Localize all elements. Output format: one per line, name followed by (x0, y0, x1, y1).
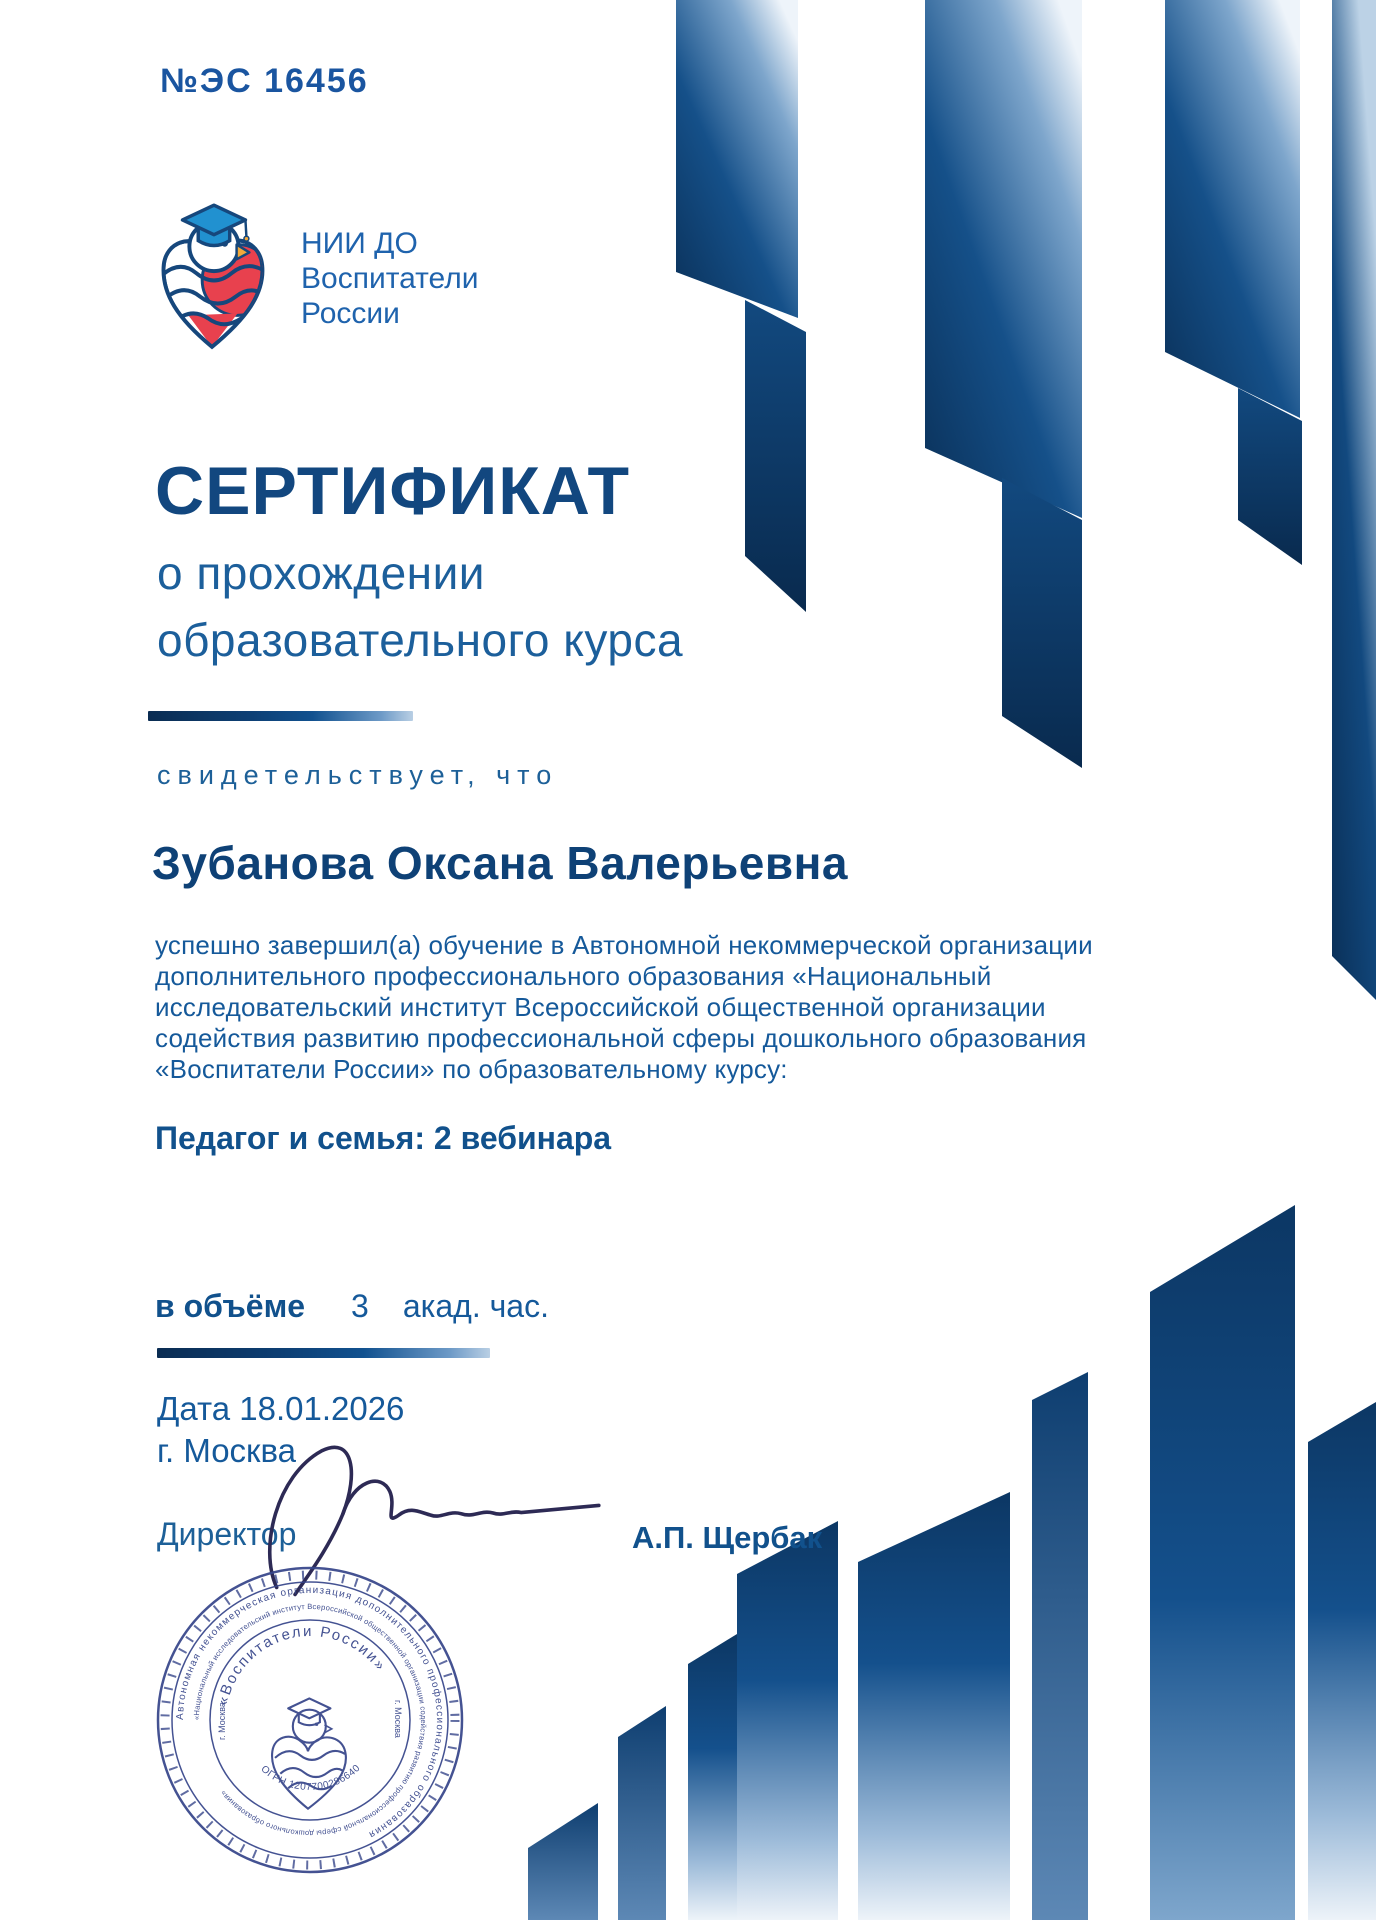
volume-units: акад. час. (402, 1288, 549, 1324)
volume-label: в объёме (155, 1288, 306, 1324)
divider-top (148, 711, 413, 721)
body-line: содействия развитию профессиональной сферы дошкольного образования (155, 1023, 1087, 1053)
bird-logo-icon (153, 198, 271, 358)
org-name (301, 226, 478, 331)
volume-hours: 3 (351, 1288, 369, 1324)
body-line: дополнительного профессионального образования «Национальный (155, 961, 992, 991)
certificate-number: №ЭС 16456 (160, 62, 369, 100)
body-line: исследовательский институт Всероссийской общественной организации (155, 992, 1046, 1022)
director-label: Директор (157, 1516, 297, 1552)
divider-bottom (157, 1348, 490, 1358)
stamp-outer-ring-2: «Национальный исследовательский институт Всероссийской общественной организации содействия развитию профессиональной сферы дошкольного образования» (191, 1601, 429, 1839)
subtitle-line2: образовательного курса (157, 614, 684, 666)
certificate-subtitle (157, 540, 683, 674)
org-logo (153, 198, 478, 358)
org-name-line2: Воспитатели (301, 262, 479, 295)
certificate-body (155, 930, 1093, 1085)
certificate-title: СЕРТИФИКАТ (155, 453, 631, 529)
attestation-text: свидетельствует, что (157, 760, 559, 790)
org-name-line3: России (301, 297, 400, 330)
body-line: «Воспитатели России» по образовательному курсу: (155, 1054, 788, 1084)
director-name: А.П. Щербак (632, 1520, 823, 1555)
stamp-org-short: «Воспитатели России» (214, 1622, 390, 1707)
official-stamp (150, 1560, 470, 1880)
stamp-city-left: г. Москва (217, 1702, 227, 1740)
stamp-city-right: г. Москва (393, 1700, 403, 1738)
volume-row (155, 1288, 549, 1325)
course-title: Педагог и семья: 2 вебинара (155, 1120, 612, 1156)
body-line: успешно завершил(а) обучение в Автономной некоммерческой организации (155, 930, 1093, 960)
city-text: г. Москва (157, 1432, 297, 1469)
recipient-name: Зубанова Оксана Валерьевна (152, 837, 848, 889)
date-text: Дата 18.01.2026 (157, 1390, 405, 1427)
stamp-ogrn: ОГРН 1207700286640 (258, 1762, 363, 1794)
subtitle-line1: о прохождении (157, 547, 485, 599)
stamp-outer-ring-1: Автономная некоммерческая организация дополнительного профессионального образования (174, 1584, 446, 1841)
org-name-line1: НИИ ДО (301, 227, 418, 260)
